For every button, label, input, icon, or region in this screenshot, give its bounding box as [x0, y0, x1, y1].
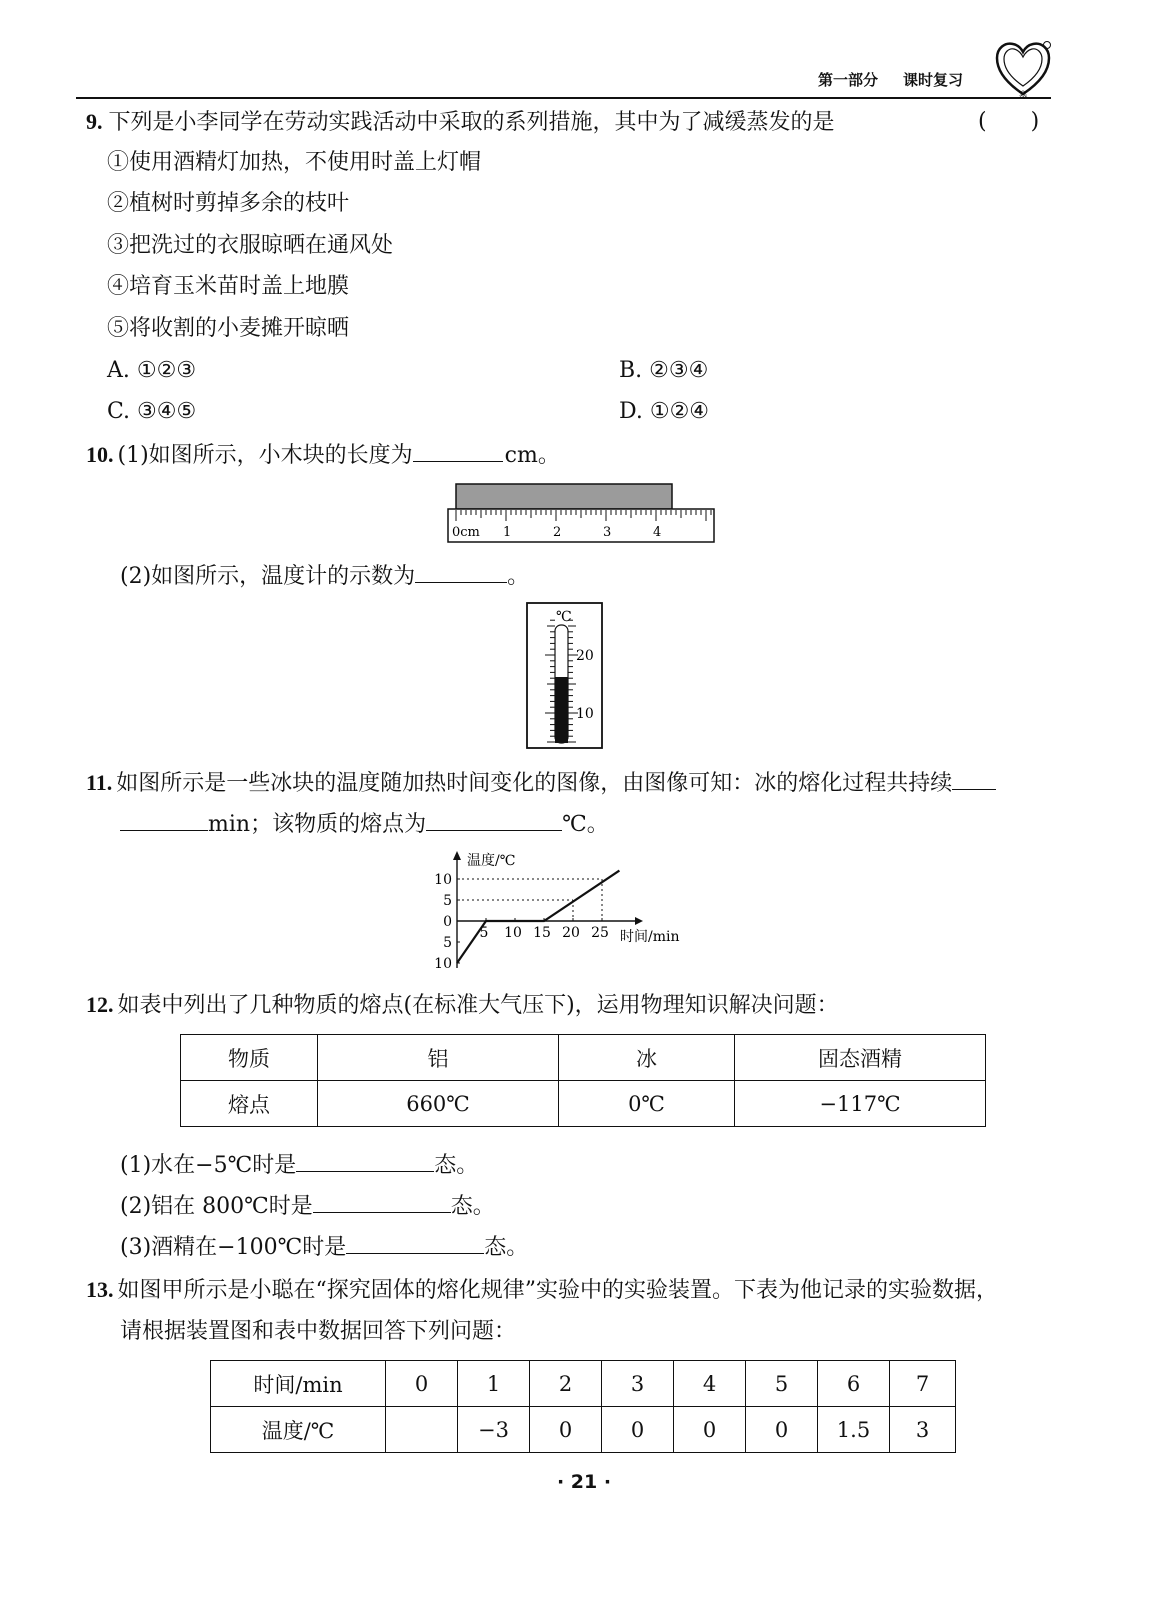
- q9-item-1: ①使用酒精灯加热，不使用时盖上灯帽: [107, 150, 482, 175]
- q12-sub2-end: 态。: [450, 1194, 495, 1219]
- q13-line2: 请根据装置图和表中数据回答下列问题：: [120, 1319, 517, 1344]
- q9-option-a[interactable]: A. ①②③: [107, 358, 197, 383]
- q9-number: 9.: [86, 109, 103, 134]
- table-header-cell: 物质: [181, 1035, 318, 1081]
- table-cell: 3: [890, 1407, 956, 1453]
- x-tick-label: 10: [504, 925, 522, 941]
- q12-sub2: [120, 1192, 495, 1221]
- table-cell: 3: [602, 1361, 674, 1407]
- ruler-label-1: 1: [503, 525, 512, 540]
- q12-stem: 如表中列出了几种物质的熔点(在标准大气压下)，运用物理知识解决问题：: [117, 993, 839, 1018]
- table-cell: [386, 1407, 458, 1453]
- q12-sub1-end: 态。: [434, 1153, 479, 1178]
- experiment-data-table: [210, 1360, 956, 1453]
- table-header-cell: 温度/℃: [211, 1407, 386, 1453]
- header-rule: [76, 97, 1051, 99]
- logo-seal-icon: [993, 36, 1053, 100]
- y-tick-label: 5: [443, 893, 452, 909]
- melting-point-table: [180, 1034, 986, 1127]
- table-cell: 0: [602, 1407, 674, 1453]
- table-cell: 660℃: [318, 1081, 559, 1127]
- q10-part2-end: 。: [507, 564, 530, 589]
- thermometer-figure: [525, 601, 605, 751]
- y-tick-label: 10: [434, 956, 452, 972]
- q10-length-blank[interactable]: [413, 441, 503, 462]
- table-row: [211, 1361, 956, 1407]
- table-cell: 0: [746, 1407, 818, 1453]
- table-cell: 7: [890, 1361, 956, 1407]
- x-axis-arrow-icon: [635, 917, 643, 925]
- table-row: [181, 1035, 986, 1081]
- q11-line2-end: ℃。: [562, 812, 609, 837]
- q10-part2: [120, 562, 529, 591]
- q10-thermo-blank[interactable]: [415, 562, 507, 583]
- q12-sub1-blank[interactable]: [296, 1151, 434, 1172]
- y-tick-label: 10: [434, 872, 452, 888]
- q12-number: 12.: [86, 992, 114, 1017]
- table-cell: 0: [530, 1407, 602, 1453]
- q13-number: 13.: [86, 1277, 114, 1302]
- table-row: [181, 1081, 986, 1127]
- y-axis-arrow-icon: [453, 851, 461, 860]
- q12-sub3-end: 态。: [484, 1235, 529, 1260]
- q10-part1-text: (1)如图所示，小木块的长度为: [117, 443, 413, 468]
- header-subsection: 课时复习: [903, 71, 964, 89]
- y-tick-label: 0: [443, 914, 452, 930]
- q9-stem: 下列是小李同学在劳动实践活动中采取的系列措施，其中为了减缓蒸发的是: [108, 110, 835, 135]
- x-tick-label: 25: [591, 925, 609, 941]
- q12-sub1: [120, 1151, 478, 1180]
- q10-part2-text: (2)如图所示，温度计的示数为: [120, 564, 416, 589]
- y-axis-label: 温度/℃: [467, 853, 516, 869]
- x-tick-label: 20: [562, 925, 580, 941]
- q12-sub2-text: (2)铝在 800℃时是: [120, 1194, 313, 1219]
- q10-part1: [86, 441, 560, 470]
- logo-text: 寒: [1018, 91, 1028, 100]
- q11-line2: [120, 810, 609, 839]
- thermo-unit: ℃: [556, 609, 572, 625]
- table-cell: 6: [818, 1361, 890, 1407]
- q9-answer-paren[interactable]: ( ): [978, 109, 1040, 134]
- q10-part1-unit: cm。: [504, 443, 560, 468]
- q9-item-3: ③把洗过的衣服晾晒在通风处: [107, 233, 394, 258]
- q12-sub2-blank[interactable]: [313, 1192, 451, 1213]
- table-cell: 0: [386, 1361, 458, 1407]
- melting-graph: [430, 848, 700, 976]
- header-section: 第一部分: [818, 71, 879, 89]
- q11-line1: [86, 769, 996, 798]
- q12-sub1-text: (1)水在−5℃时是: [120, 1153, 297, 1178]
- table-cell: 5: [746, 1361, 818, 1407]
- page-number: · 21 ·: [556, 1471, 612, 1493]
- ruler-figure: [445, 481, 720, 547]
- q12-sub3: [120, 1233, 528, 1262]
- table-row: [211, 1407, 956, 1453]
- x-axis-label: 时间/min: [620, 929, 680, 945]
- q10-number: 10.: [86, 442, 114, 467]
- ruler-label-0: 0cm: [452, 525, 480, 540]
- q9-option-b[interactable]: B. ②③④: [619, 358, 709, 383]
- table-cell: 1: [458, 1361, 530, 1407]
- q9-stem-line: [86, 108, 835, 137]
- y-tick-label: 5: [443, 935, 452, 951]
- q9-item-4: ④培育玉米苗时盖上地膜: [107, 274, 350, 299]
- x-tick-label: 15: [533, 925, 551, 941]
- table-header-cell: 冰: [559, 1035, 735, 1081]
- ruler-label-3: 3: [603, 525, 612, 540]
- q11-meltpoint-blank[interactable]: [426, 810, 562, 831]
- table-cell: −3: [458, 1407, 530, 1453]
- table-cell: 2: [530, 1361, 602, 1407]
- table-cell: 0: [674, 1407, 746, 1453]
- table-cell: 熔点: [181, 1081, 318, 1127]
- q13-line1: [86, 1276, 998, 1305]
- table-header-cell: 固态酒精: [735, 1035, 986, 1081]
- q9-option-c[interactable]: C. ③④⑤: [107, 399, 197, 424]
- temperature-series-line: [457, 871, 619, 963]
- table-header-cell: 铝: [318, 1035, 559, 1081]
- table-cell: 0℃: [559, 1081, 735, 1127]
- q12-sub3-blank[interactable]: [346, 1233, 484, 1254]
- q13-stem: 如图甲所示是小聪在“探究固体的熔化规律”实验中的实验装置。下表为他记录的实验数据，: [117, 1278, 998, 1303]
- q9-item-5: ⑤将收割的小麦摊开晾晒: [107, 316, 350, 341]
- ruler-label-2: 2: [553, 525, 562, 540]
- q12-stem-line: [86, 991, 839, 1020]
- table-cell: 1.5: [818, 1407, 890, 1453]
- q11-duration-blank-b[interactable]: [120, 810, 208, 831]
- q9-option-d[interactable]: D. ①②④: [619, 399, 710, 424]
- thermo-mercury: [555, 677, 568, 743]
- thermo-label-20: 20: [576, 648, 594, 664]
- q12-sub3-text: (3)酒精在−100℃时是: [120, 1235, 347, 1260]
- q11-stem: 如图所示是一些冰块的温度随加热时间变化的图像，由图像可知：冰的熔化过程共持续: [116, 771, 953, 796]
- table-cell: −117℃: [735, 1081, 986, 1127]
- x-tick-label: 5: [479, 925, 489, 941]
- q11-duration-blank-a[interactable]: [952, 769, 996, 790]
- wood-block: [456, 484, 672, 509]
- ruler-label-4: 4: [653, 525, 662, 540]
- thermo-label-10: 10: [576, 706, 594, 722]
- q11-number: 11.: [86, 770, 113, 795]
- q11-line2-text: min；该物质的熔点为: [208, 812, 427, 837]
- q9-item-2: ②植树时剪掉多余的枝叶: [107, 191, 350, 216]
- table-header-cell: 时间/min: [211, 1361, 386, 1407]
- table-cell: 4: [674, 1361, 746, 1407]
